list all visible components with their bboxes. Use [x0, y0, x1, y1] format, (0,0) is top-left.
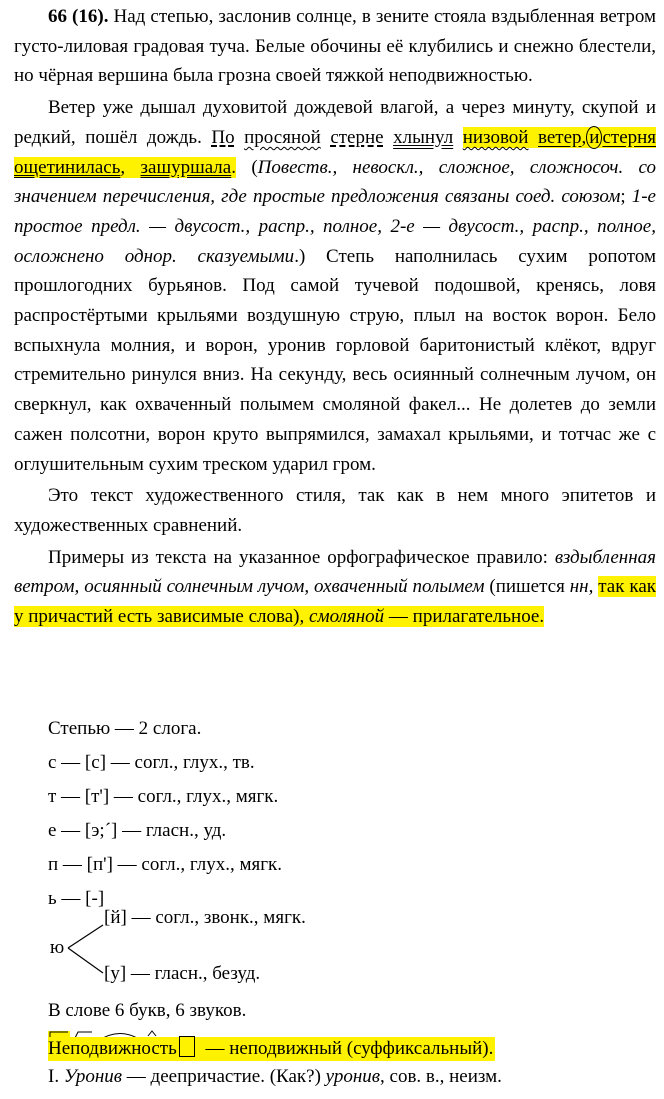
morph-rest: — неподвижный (суффиксальный).	[200, 1038, 494, 1059]
morph-word: Неподвижность	[48, 1038, 177, 1059]
paragraph-1-text: Над степью, заслонив солнце, в зените стояла вздыбленная ветром густо-лиловая градовая туча. Белые обочины её клубились и снежно блестели, но чёрная вершина была грозна своей тяжкой неподвижностью.	[14, 6, 657, 87]
nn-marker: нн,	[569, 576, 594, 598]
highlight-1: так как у причастий есть зависимые слова),	[14, 576, 656, 628]
analysis-note: 1-е простое предл. — двусост., распр., полное, 2-е — двусост., распр., полное, осложнено однор. сказуемыми	[14, 186, 656, 267]
phonetic-summary: В слове 6 букв, 6 звуков.	[48, 1000, 247, 1021]
item-number: I.	[48, 1066, 64, 1087]
yu-branch	[48, 903, 368, 993]
word: Уронив	[63, 1066, 123, 1087]
phonetic-row: с — [с] — согл., глух., тв.	[48, 752, 255, 773]
zero-ending-icon	[179, 1036, 195, 1057]
paragraph-1	[14, 2, 656, 91]
text-run: (пишется	[484, 576, 570, 598]
paragraph-3: Это текст художественного стиля, так как в нем много эпитетов и художественных сравнений.	[14, 485, 656, 536]
subject: стерня	[602, 126, 657, 148]
yu-letter: ю	[50, 937, 65, 958]
paragraph-2: Ветер уже дышал духовитой дождевой влагой, а через минуту, скупой и редкий, пошёл дождь. По просяной стерне хлынул низовой ветер, и стерня ощетинилась, зашуршала. (Повеств., невоскл., сложное, сложносоч. со значением перечисления, где простые предложения связаны соед. союзом; 1-е простое предл. — двусост., распр., полное, 2-е — двусост., распр., полное, осложнено однор. сказуемыми.) Степь наполнилась сухим ропотом прошлогодних бурьянов. Под самой тучевой подошвой, кренясь, ловя распростёртыми крыльями воздушную струю, плыл на восток ворон. Бело вспыхнула молния, и ворон, уронив горловой баритонистый клёкот, вдруг стремительно ринулся вниз. На секунду, весь осиянный солнечным лучом, он сверкнул, как охваченный полымем смоляной факел... Не долетев до земли сажен полсотни, ворон круто выпрямился, замахал крыльями, и тотчас же с оглушительным сухим треском ударил гром.	[14, 97, 657, 475]
phonetic-title: Степью — 2 слога.	[48, 718, 202, 739]
period: .	[231, 156, 236, 178]
yu-sound-1: [й] — согл., звонк., мягк.	[104, 907, 306, 928]
conjunction-circled: и	[586, 126, 602, 149]
examples: вздыбленная ветром, осиянный солнечным лучом, охваченный полымем	[14, 546, 656, 598]
phonetic-row: т — [т'] — согл., глух., мягк.	[48, 786, 279, 807]
phonetic-row: п — [п'] — согл., глух., мягк.	[48, 854, 283, 875]
modifier: просяной	[244, 126, 321, 148]
text-run: (	[235, 156, 258, 178]
analysis-note: Повеств., невоскл., сложное, сложносоч. со значением перечисления, где простые предложения связаны соед. союзом	[14, 156, 657, 208]
comma: ,	[581, 126, 587, 148]
modifier: низовой	[462, 126, 529, 148]
text-run: Степь наполнилась сухим ропотом прошлогодних бурьянов. Под самой тучевой подошвой, кренясь, ловя распростёртыми крыльями воздушную струю, плыл на восток ворон. Бело вспыхнула молния, и ворон, уронив горловой баритонистый клёкот, вдруг стремительно ринулся вниз. На секунду, весь осиянный солнечным лучом, он сверкнул, как охваченный полымем смоляной факел... Не долетев до земли сажен полсотни, ворон круто выпрямился, замахал крыльями, и тотчас же с оглушительным сухим треском ударил гром.	[14, 245, 656, 475]
morph-line	[48, 1036, 495, 1060]
text-run: , сов. в., неизм.	[380, 1066, 502, 1087]
text-run: .)	[294, 245, 306, 267]
subject: ветер	[538, 126, 582, 148]
text-run: Примеры из текста на указанное орфографическое правило:	[48, 546, 555, 568]
text-run: Ветер уже дышал духовитой дождевой влагой, а через минуту, скупой и редкий, пошёл дождь.	[14, 97, 656, 148]
textbook-page	[14, 2, 656, 632]
text-run: — деепричастие. (Как?)	[122, 1066, 326, 1087]
phonetic-row: ь — [-]	[48, 888, 105, 909]
adverbial: стерне	[330, 126, 384, 148]
exercise-number: 66 (16).	[48, 6, 109, 27]
predicate: зашуршала	[140, 156, 232, 178]
preposition: По	[211, 126, 235, 148]
last-line	[48, 1066, 502, 1088]
text-run: ;	[620, 186, 632, 208]
paragraph-4	[14, 543, 656, 632]
phonetic-row: е — [э;´] — гласн., уд.	[48, 820, 227, 841]
word: уронив	[325, 1066, 381, 1087]
example-word: смоляной	[309, 606, 385, 628]
predicate: ощетинилась	[14, 156, 121, 178]
predicate: хлынул	[393, 126, 454, 148]
yu-sound-2: [у] — гласн., безуд.	[104, 963, 261, 984]
highlight-2: — прилагательное.	[384, 606, 545, 628]
